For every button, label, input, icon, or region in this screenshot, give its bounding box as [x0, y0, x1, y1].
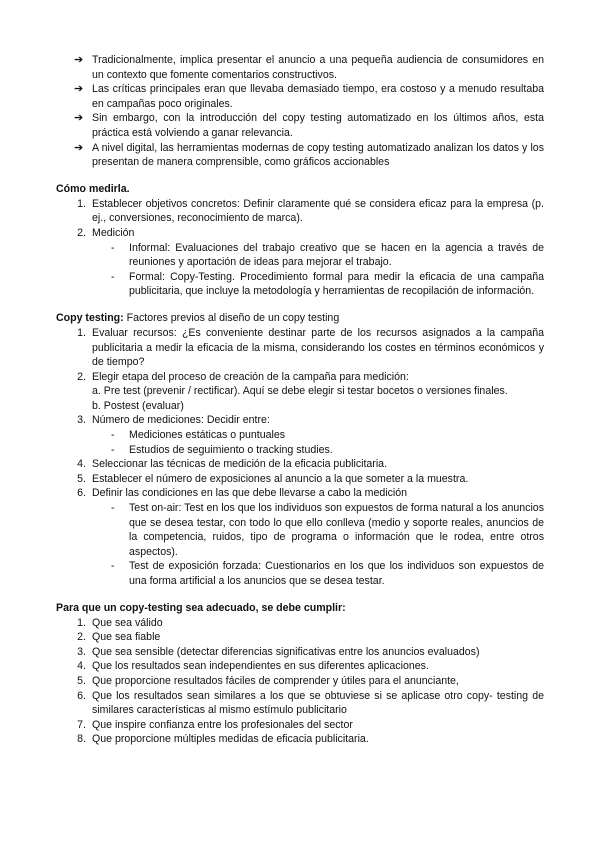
dash-bullet: -: [111, 241, 115, 254]
intro-bullet-list: [56, 53, 544, 170]
item-number: 5.: [77, 674, 86, 687]
item-text: Número de mediciones: Decidir entre:: [92, 414, 270, 427]
sub-list-item: [56, 241, 544, 270]
item-text: Evaluar recursos: ¿Es conveniente destinar parte de los recursos asignados a la campaña publicitaria a medir la eficacia de la misma, considerando los costes en términos económicos y de tiempo?: [92, 326, 544, 369]
list-item: [56, 616, 544, 631]
item-number: 3.: [77, 645, 86, 658]
list-item: [56, 630, 544, 645]
list-item: [56, 718, 544, 733]
heading-bold-text: Copy testing:: [56, 311, 124, 324]
dash-bullet: -: [111, 270, 115, 283]
list-item: [56, 413, 544, 428]
section-heading-copy-testing: [56, 311, 544, 326]
item-text: Definir las condiciones en las que debe llevarse a cabo la medición: [92, 487, 408, 500]
stage-option: a. Pre test (prevenir / rectificar). Aquí se debe elegir si testar bocetos o versiones finales.: [92, 385, 508, 398]
bullet-text: Tradicionalmente, implica presentar el anuncio a una pequeña audiencia de consumidores en un contexto que fomente comentarios constructivos.: [92, 54, 544, 81]
sub-item-text: Informal: Evaluaciones del trabajo creativo que se hacen en la agencia a través de reuniones y aportación de ideas para mejorar el trabajo.: [129, 241, 544, 269]
item-number: 7.: [77, 718, 86, 731]
list-item: [56, 53, 544, 82]
list-item: [56, 472, 544, 487]
section-heading-requirements: Para que un copy-testing sea adecuado, se debe cumplir:: [56, 601, 346, 614]
list-item: [56, 457, 544, 472]
item-number: 2.: [77, 226, 86, 239]
item-text: Elegir etapa del proceso de creación de la campaña para medición:: [92, 370, 409, 383]
item-number: 4.: [77, 458, 86, 471]
sub-list-item: [56, 428, 544, 443]
item-number: 1.: [77, 326, 86, 339]
item-text: Que sea fiable: [92, 631, 161, 644]
item-number: 2.: [77, 370, 86, 383]
list-item: [56, 732, 544, 747]
item-text: Que inspire confianza entre los profesionales del sector: [92, 718, 353, 731]
item-text: Seleccionar las técnicas de medición de la eficacia publicitaria.: [92, 458, 388, 471]
item-text: Que sea válido: [92, 616, 163, 629]
list-item: [56, 674, 544, 689]
item-text: Que los resultados sean similares a los que se obtuviese si se aplicase otro copy- testing de similares características al mismo estímulo publicitario: [92, 689, 544, 717]
item-number: 2.: [77, 631, 86, 644]
list-item: [56, 645, 544, 660]
dash-bullet: -: [111, 560, 115, 573]
document-content: [56, 53, 544, 747]
dash-bullet: -: [111, 429, 115, 442]
sub-item-text: Estudios de seguimiento o tracking studies.: [129, 443, 333, 456]
dash-bullet: -: [111, 502, 115, 515]
bullet-text: Las críticas principales eran que llevaba demasiado tiempo, era costoso y a menudo resultaba en campañas poco originales.: [92, 83, 544, 110]
stage-option: b. Postest (evaluar): [92, 399, 184, 412]
arrow-right-icon: ➔: [74, 54, 84, 66]
arrow-right-icon: ➔: [74, 112, 84, 125]
sub-item-text: Mediciones estáticas o puntuales: [129, 429, 286, 442]
item-text: Establecer el número de exposiciones al anuncio a la que someter a la muestra.: [92, 472, 469, 485]
section-heading-measure: Cómo medirla.: [56, 182, 130, 195]
item-number: 5.: [77, 472, 86, 485]
item-number: 3.: [77, 414, 86, 427]
heading-rest-text: Factores previos al diseño de un copy testing: [123, 311, 340, 324]
sub-list-item: [56, 559, 544, 588]
item-number: 4.: [77, 660, 86, 673]
sub-list-item: [56, 501, 544, 559]
item-number: 8.: [77, 733, 86, 746]
list-item: [56, 82, 544, 111]
list-item: [56, 370, 544, 385]
item-text: Que sea sensible (detectar diferencias significativas entre los anuncios evaluados): [92, 645, 480, 658]
list-item: [56, 326, 544, 370]
item-text: Establecer objetivos concretos: Definir claramente qué se considera eficaz para la empresa (p. ej., conversiones, reconocimiento de marca).: [92, 197, 544, 225]
list-item: [56, 141, 544, 170]
arrow-right-icon: ➔: [74, 83, 84, 96]
sub-item-text: Formal: Copy-Testing. Procedimiento formal para medir la eficacia de una campaña publicitaria, que incluye la metodología y herramientas de recopilación de información.: [129, 270, 544, 298]
list-item: [56, 659, 544, 674]
sub-item-text: Test de exposición forzada: Cuestionarios en los que los individuos son expuestos de una forma artificial a los anuncios que se desea testar.: [129, 560, 544, 587]
sub-list-item: [56, 443, 544, 458]
item-text: Que los resultados sean independientes en sus diferentes aplicaciones.: [92, 660, 429, 673]
bullet-text: Sin embargo, con la introducción del copy testing automatizado en los últimos años, esta práctica está volviendo a ganar relevancia.: [92, 112, 544, 139]
list-item: [56, 689, 544, 718]
list-item: [56, 111, 544, 140]
dash-bullet: -: [111, 443, 115, 456]
item-number: 1.: [77, 616, 86, 629]
item-number: 6.: [77, 689, 86, 702]
list-item: [56, 197, 544, 226]
item-text: Que proporcione múltiples medidas de eficacia publicitaria.: [92, 733, 369, 746]
bullet-text: A nivel digital, las herramientas modernas de copy testing automatizado analizan los datos y los presentan de manera comprensible, como gráficos accionables: [92, 141, 544, 169]
arrow-right-icon: ➔: [74, 141, 84, 154]
list-item: [56, 486, 544, 501]
item-number: 1.: [77, 197, 86, 210]
list-item: [56, 226, 544, 241]
item-text: Que proporcione resultados fáciles de comprender y útiles para el anunciante,: [92, 674, 459, 687]
item-text: Medición: [92, 226, 135, 239]
sub-list-item: [56, 270, 544, 299]
item-number: 6.: [77, 487, 86, 500]
sub-item-text: Test on-air: Test en los que los individuos son expuestos de forma natural a los anuncios que se desea testar, con todo lo que ello conlleva (medio y soporte reales, anuncios de la competencia, ruidos, tipo de programa o información que le rodea, entre otros aspectos).: [129, 502, 544, 558]
